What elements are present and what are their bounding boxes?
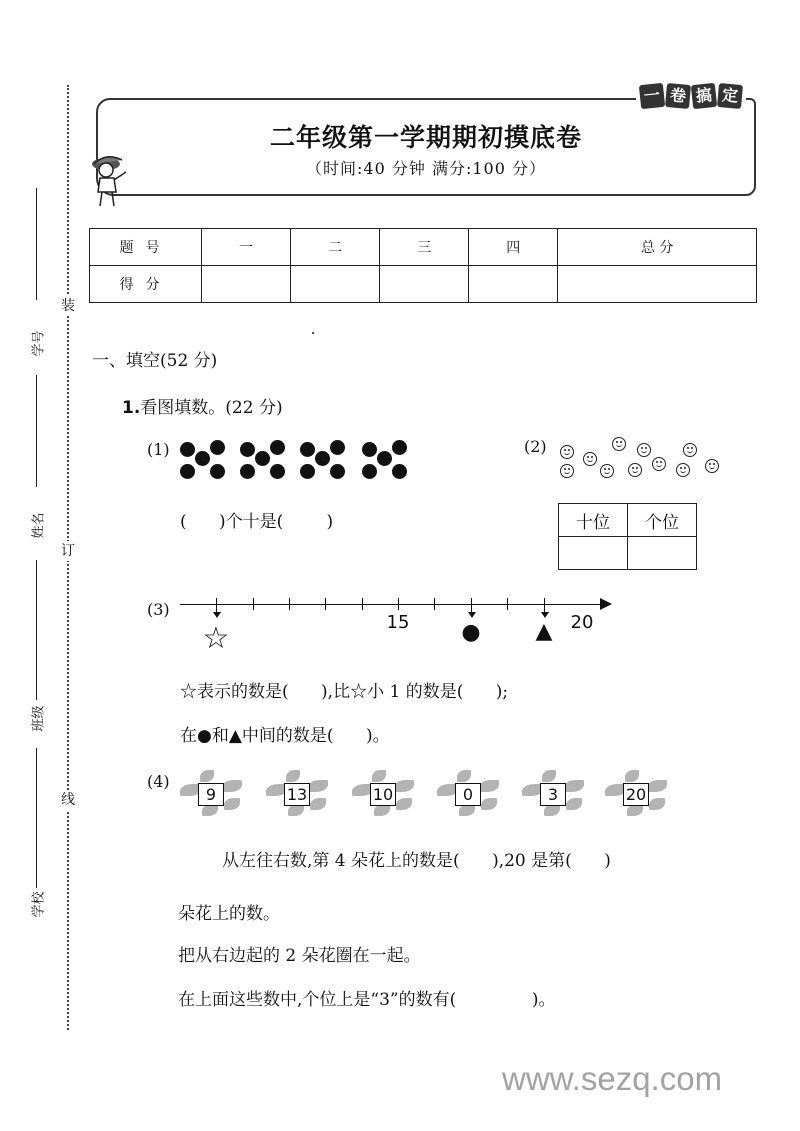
tens-answer-cell[interactable] [559, 537, 628, 570]
smiley-icon [676, 463, 690, 477]
score-row-label: 得分 [90, 266, 202, 303]
section-title: 一、填空(52 分) [92, 351, 218, 371]
part4-question-2: 把从右边起的 2 朵花圈在一起。 [178, 946, 421, 966]
number-line [180, 604, 610, 664]
number-line-axis [180, 604, 605, 605]
smiley-icon [600, 464, 614, 478]
flower-number: 0 [455, 783, 481, 806]
exam-subtitle: （时间:40 分钟 满分:100 分） [306, 159, 546, 178]
circle-icon: ● [461, 620, 481, 645]
smiley-icon [612, 437, 626, 451]
tens-header: 十位 [559, 504, 628, 537]
flower-number: 3 [540, 783, 566, 806]
tick [253, 598, 254, 610]
exam-title: 二年级第一学期期初摸底卷 [269, 123, 582, 152]
score-header-cell: 题号 [90, 229, 202, 266]
badge-char: 定 [717, 83, 743, 109]
flower [180, 770, 244, 818]
tick [434, 598, 435, 610]
smiley-icon [705, 459, 719, 473]
score-cell[interactable] [202, 266, 291, 303]
question-text: 看图填数。(22 分) [140, 398, 283, 418]
series-badge [636, 84, 746, 108]
part4-question-1-cont: 朵花上的数。 [178, 904, 280, 924]
flower [266, 770, 330, 818]
score-header-cell: 三 [380, 229, 469, 266]
flower-number: 10 [370, 783, 396, 806]
bind-mark-xian: 线 [61, 792, 75, 808]
arrow-right-icon [600, 598, 612, 610]
smiley-icon [583, 452, 597, 466]
part4-question-3: 在上面这些数中,个位上是“3”的数有( )。 [178, 990, 556, 1010]
part3-question-2: 在●和▲中间的数是( )。 [180, 726, 390, 746]
tick [398, 598, 399, 610]
tick [507, 598, 508, 610]
part3-label: (3) [147, 600, 170, 619]
part1-label: (1) [147, 440, 170, 459]
flower-number: 20 [623, 783, 649, 806]
score-cell[interactable] [291, 266, 380, 303]
triangle-icon: ▲ [535, 619, 553, 644]
name-label: 姓名 [31, 512, 47, 539]
tick-label-20: 20 [570, 612, 594, 633]
score-table-score-row [90, 266, 757, 303]
smiley-icon [628, 463, 642, 477]
watermark: www.sezq.com [502, 1060, 723, 1097]
tick [289, 598, 290, 610]
student-id-line[interactable] [36, 188, 37, 300]
part4-label: (4) [147, 772, 170, 791]
score-cell[interactable] [380, 266, 469, 303]
score-table-header-row [90, 229, 757, 266]
smiley-icon [637, 443, 651, 457]
school-label: 学校 [31, 891, 47, 918]
flower [437, 770, 501, 818]
flower [352, 770, 416, 818]
score-cell[interactable] [469, 266, 558, 303]
part4-question-1: 从左往右数,第 4 朵花上的数是( ),20 是第( ) [222, 851, 611, 871]
tick [362, 598, 363, 610]
badge-char: 卷 [665, 83, 691, 109]
smiley-icon [652, 457, 666, 471]
badge-char: 搞 [691, 83, 717, 109]
smiley-icon [560, 445, 574, 459]
bind-mark-zhuang: 装 [61, 298, 75, 314]
school-line[interactable] [36, 748, 37, 888]
arrow-down-icon [544, 598, 545, 614]
tick-label-15: 15 [386, 612, 410, 633]
score-header-cell: 总 分 [558, 229, 757, 266]
score-cell[interactable] [558, 266, 757, 303]
ones-header: 个位 [628, 504, 697, 537]
score-table [89, 228, 757, 303]
question-title [122, 393, 283, 418]
score-header-cell: 一 [202, 229, 291, 266]
flower [522, 770, 586, 818]
flower-number: 9 [198, 783, 224, 806]
arrow-down-icon [216, 598, 217, 614]
part3-question-1: ☆表示的数是( ),比☆小 1 的数是( ); [180, 682, 509, 702]
badge-char: 一 [639, 83, 665, 109]
place-value-table [558, 503, 697, 570]
star-icon: ☆ [202, 621, 230, 656]
class-line[interactable] [36, 560, 37, 700]
name-line[interactable] [36, 375, 37, 487]
part2-label: (2) [524, 437, 547, 456]
bind-mark-ding: 订 [61, 543, 75, 559]
arrow-down-icon [471, 598, 472, 614]
question-number: 1. [122, 398, 141, 418]
part1-prompt: ( )个十是( ) [180, 512, 334, 532]
smiley-icon [560, 464, 574, 478]
student-id-label: 学号 [31, 330, 47, 357]
class-label: 班级 [31, 705, 47, 732]
flower-number: 13 [284, 783, 310, 806]
flower [605, 770, 669, 818]
scan-speck [312, 332, 314, 334]
score-header-cell: 四 [469, 229, 558, 266]
smiley-icon [683, 443, 697, 457]
score-header-cell: 二 [291, 229, 380, 266]
ones-answer-cell[interactable] [628, 537, 697, 570]
tick [325, 598, 326, 610]
